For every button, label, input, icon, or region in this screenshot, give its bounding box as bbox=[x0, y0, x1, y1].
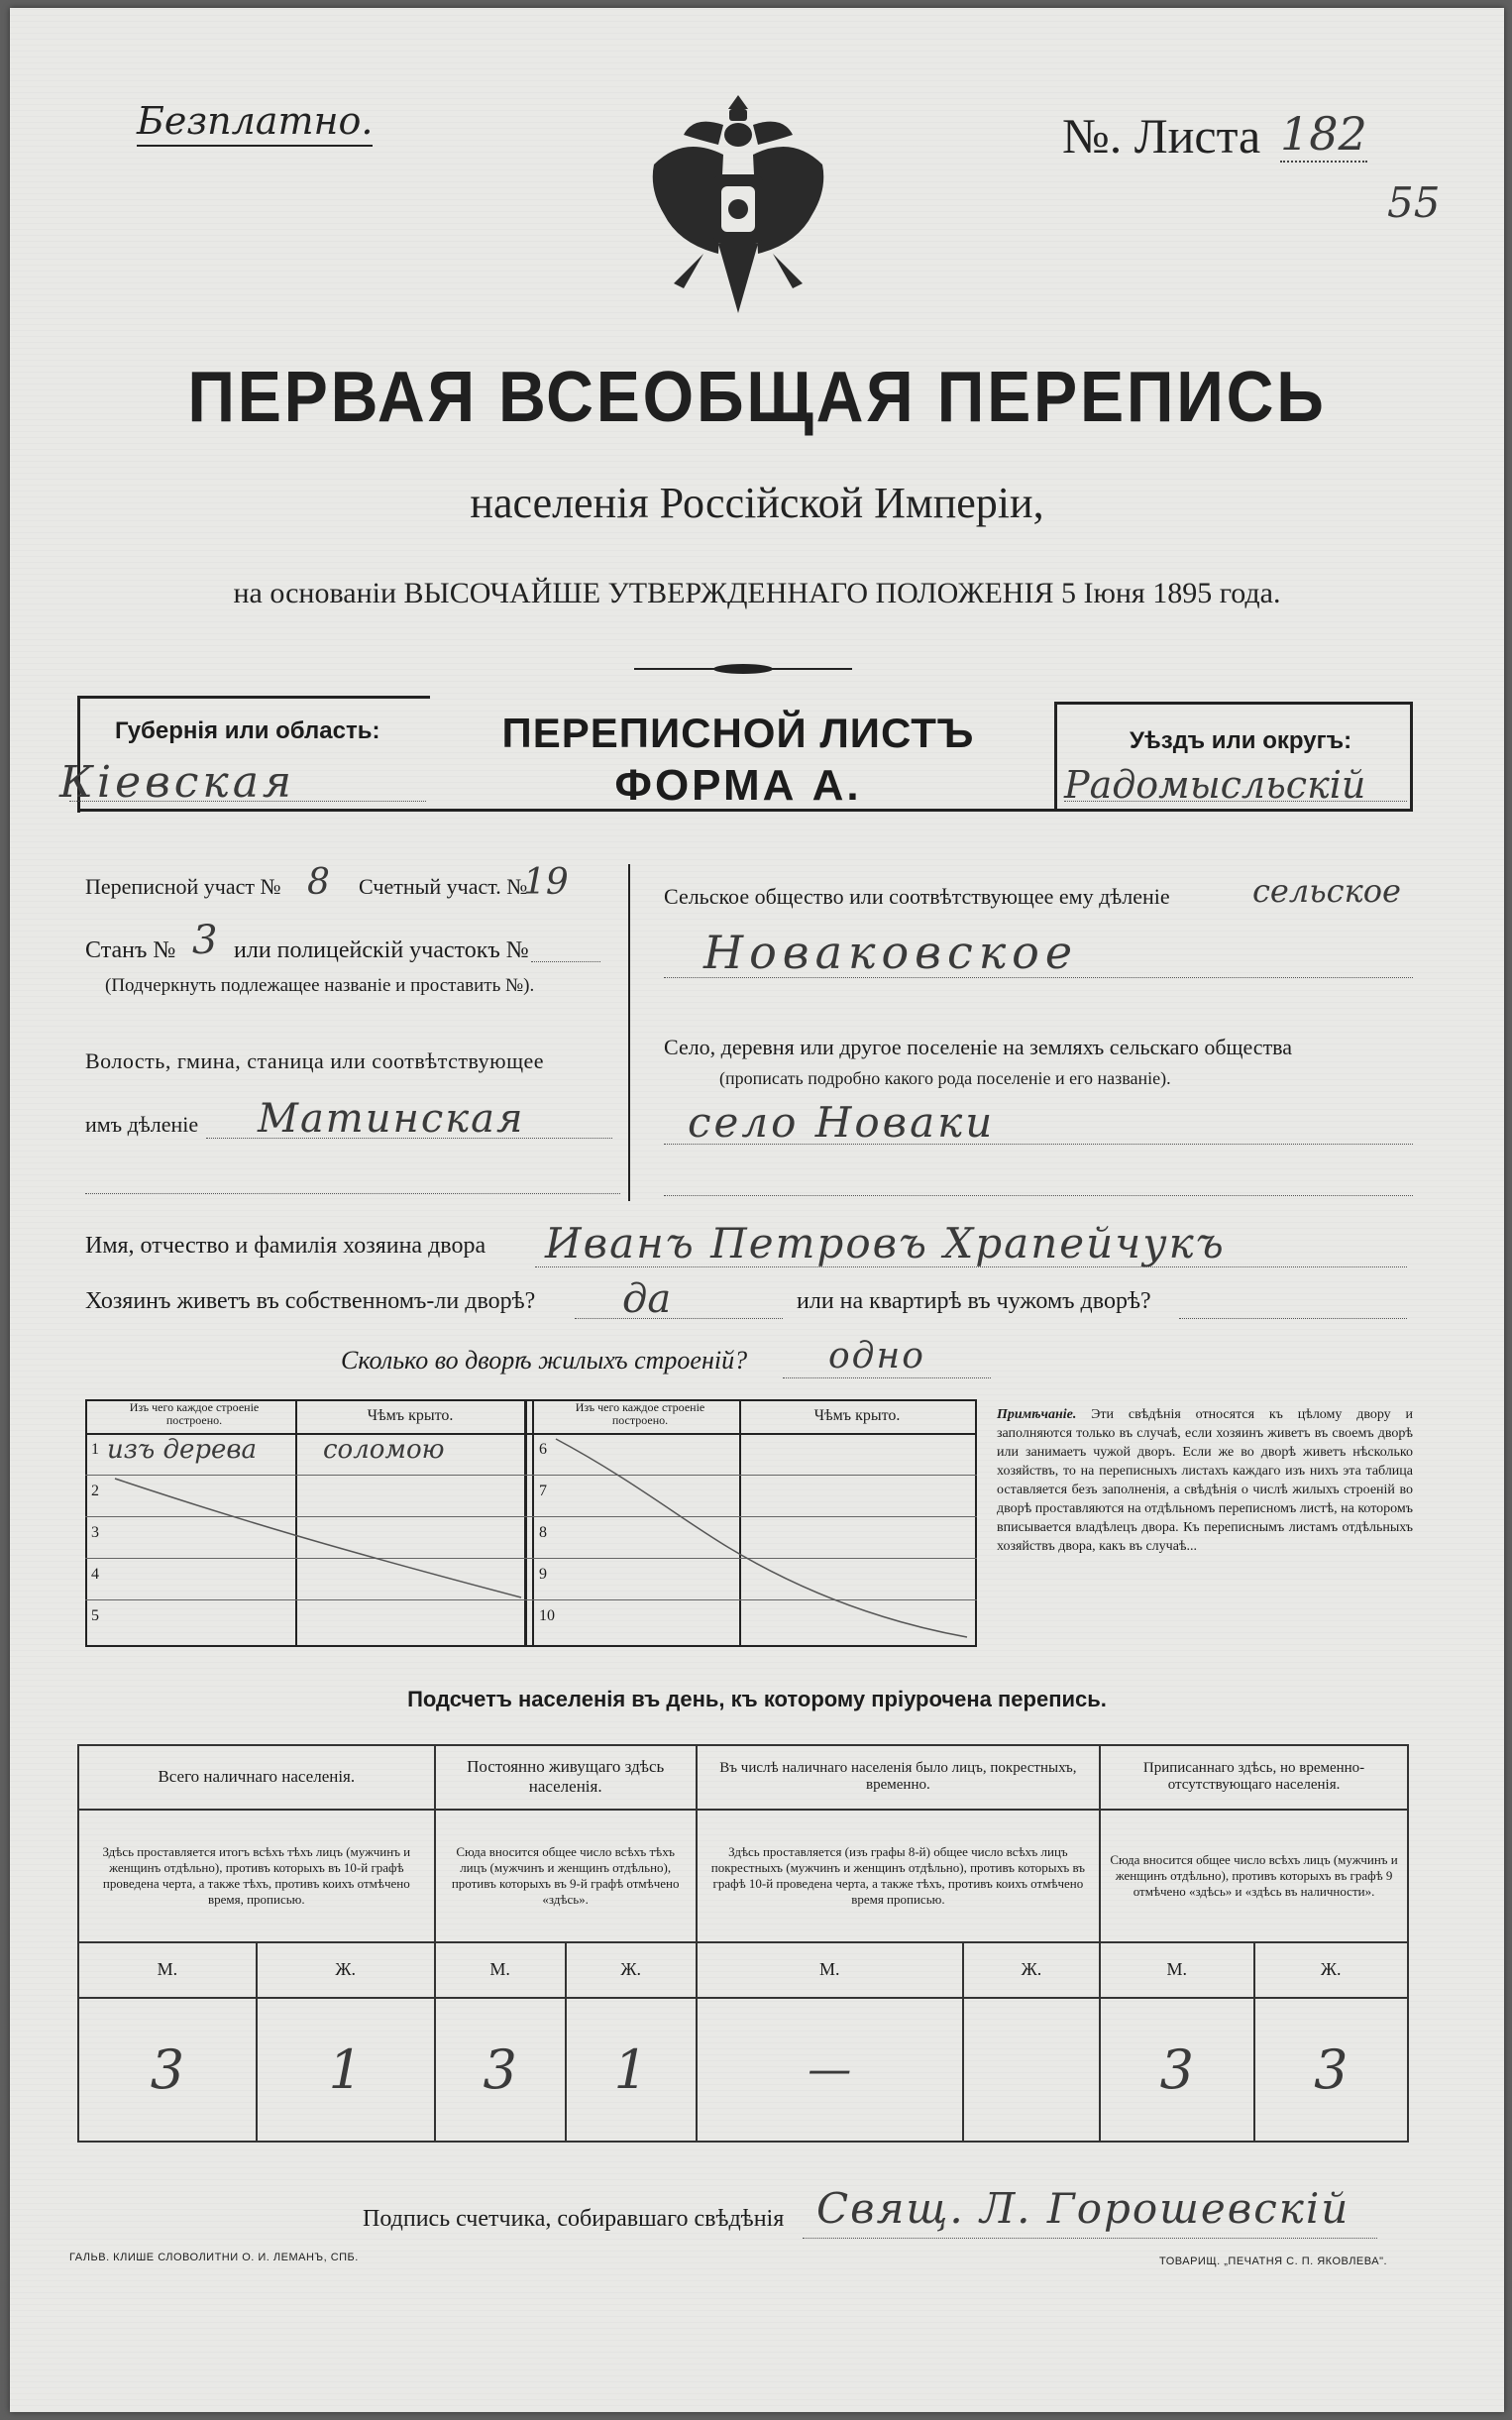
census-sheet bbox=[10, 8, 1504, 2412]
village-note: (прописать подробно какого рода поселеніе и его названіе). bbox=[719, 1068, 1171, 1088]
row-num-8: 8 bbox=[539, 1524, 547, 1541]
note-block bbox=[997, 1405, 1413, 1556]
pop-sub-m-2: М. bbox=[435, 1942, 566, 1998]
footer-left: ГАЛЬВ. КЛИШЕ СЛОВОЛИТНИ О. И. ЛЕМАНЪ, СПБ. bbox=[69, 2252, 359, 2263]
row-num-2: 2 bbox=[91, 1483, 99, 1499]
rent-label: или на квартирѣ въ чужомъ дворѣ? bbox=[797, 1288, 1151, 1314]
free-label: Безплатно. bbox=[137, 99, 373, 147]
province-label: Губернія или область: bbox=[115, 717, 380, 744]
row-num-5: 5 bbox=[91, 1607, 99, 1624]
pop-header-absent: Приписаннаго здѣсь, но временно-отсутствующаго населенія. bbox=[1100, 1745, 1408, 1810]
pop-value-absent-f: 3 bbox=[1254, 1998, 1409, 2142]
row1-roof-value: соломою bbox=[323, 1435, 445, 1465]
district-label: Уѣздъ или округъ: bbox=[1130, 727, 1352, 754]
census-area-value: 8 bbox=[307, 862, 330, 903]
row-num-3: 3 bbox=[91, 1524, 99, 1541]
pop-desc-transient: Здѣсь проставляется (изъ графы 8-й) общее число всѣхъ лицъ покрестныхъ (мужчинъ и женщинъ отдѣльно), противъ которыхъ въ графѣ 10-й проведена черта, а также тѣхъ, противъ коихъ отмѣчено время прописью. bbox=[697, 1810, 1100, 1942]
pop-sub-f-1: Ж. bbox=[257, 1942, 435, 1998]
row-num-1: 1 bbox=[91, 1441, 99, 1458]
pop-sub-m-4: М. bbox=[1100, 1942, 1253, 1998]
pop-value-transient-m: — bbox=[697, 1998, 963, 2142]
society-value-1: сельское bbox=[1252, 872, 1401, 910]
footer-right: ТОВАРИЩ. „ПЕЧАТНЯ С. П. ЯКОВЛЕВА". bbox=[1159, 2255, 1388, 2267]
pop-value-total-m: 3 bbox=[78, 1998, 257, 2142]
note-text: Эти свѣдѣнія относятся къ цѣлому двору и заполняются только въ случаѣ, если хозяинъ живетъ въ своемъ дворѣ или занимаетъ чужой дворъ. Если же во дворѣ живетъ нѣсколько хозяйствъ, то на переписныхъ листахъ каждаго изъ нихъ эта таблица оставляется безъ заполненія, а свѣдѣнія о числѣ жилыхъ строеній во дворѣ проставляются на отдѣльномъ переписномъ листѣ, на которомъ вписывается владѣлецъ двора. Къ переписнымъ листамъ отдѣльныхъ хозяйствъ двора, какъ въ случаѣ... bbox=[997, 1407, 1413, 1554]
col-roof-left: Чѣмъ крыто. bbox=[367, 1407, 454, 1424]
census-area-label: Переписной участ № bbox=[85, 874, 281, 899]
count-area-label: Счетный участ. № bbox=[359, 874, 528, 899]
volost-value: Матинская bbox=[258, 1096, 525, 1142]
form-name: ФОРМА А. bbox=[614, 761, 862, 810]
volost-label-1: Волость, гмина, станица или соотвѣтствующее bbox=[85, 1048, 545, 1073]
main-title: ПЕРВАЯ ВСЕОБЩАЯ ПЕРЕПИСЬ bbox=[187, 358, 1327, 437]
pop-sub-m-3: М. bbox=[697, 1942, 963, 1998]
row1-material-value: изъ дерева bbox=[107, 1435, 258, 1465]
row-num-10: 10 bbox=[539, 1607, 555, 1624]
stan-value: 3 bbox=[192, 918, 218, 963]
own-yard-label: Хозяинъ живетъ въ собственномъ-ли дворѣ? bbox=[85, 1288, 536, 1314]
pop-header-transient: Въ числѣ наличнаго населенія было лицъ, покрестныхъ, временно. bbox=[697, 1745, 1100, 1810]
volost-label-2: имъ дѣленіе bbox=[85, 1112, 199, 1137]
signature-value: Свящ. Л. Горошевскій bbox=[816, 2184, 1350, 2233]
ornament-divider bbox=[634, 662, 852, 676]
pop-value-absent-m: 3 bbox=[1100, 1998, 1253, 2142]
pop-value-permanent-m: 3 bbox=[435, 1998, 566, 2142]
col-material-right: Изъ чего каждое строеніе построено. bbox=[575, 1400, 705, 1427]
population-table bbox=[77, 1744, 1409, 2143]
sheet-number-label: №. Листа bbox=[1062, 108, 1261, 164]
imperial-eagle-emblem bbox=[644, 95, 832, 323]
count-area-value: 19 bbox=[523, 862, 569, 903]
pop-sub-f-3: Ж. bbox=[963, 1942, 1100, 1998]
district-value: Радомысльскій bbox=[1064, 763, 1366, 807]
stan-note: (Подчеркнуть подлежащее названіе и проставить №). bbox=[105, 975, 535, 996]
pop-value-permanent-f: 1 bbox=[566, 1998, 697, 2142]
signature-label: Подпись счетчика, собиравшаго свѣдѣнія bbox=[363, 2206, 785, 2232]
form-title: ПЕРЕПИСНОЙ ЛИСТЪ bbox=[501, 710, 975, 756]
province-value: Кіевская bbox=[59, 757, 296, 808]
pop-sub-f-2: Ж. bbox=[566, 1942, 697, 1998]
corner-number: 55 bbox=[1387, 178, 1441, 227]
pop-desc-total: Здѣсь проставляется итогъ всѣхъ тѣхъ лицъ (мужчинъ и женщинъ отдѣльно), противъ которыхъ въ 10-й графѣ проведена черта, а также тѣхъ, противъ коихъ отмѣчено время, прописью. bbox=[78, 1810, 435, 1942]
population-title: Подсчетъ населенія въ день, къ которому пріурочена перепись. bbox=[407, 1687, 1107, 1711]
society-value-2: Новаковское bbox=[703, 926, 1079, 979]
society-label: Сельское общество или соотвѣтствующее ему дѣленіе bbox=[664, 884, 1170, 909]
strike-through-lines bbox=[85, 1399, 977, 1647]
owner-name-label: Имя, отчество и фамилія хозяина двора bbox=[85, 1233, 486, 1259]
buildings-value: одно bbox=[828, 1336, 925, 1376]
pop-desc-permanent: Сюда вносится общее число всѣхъ тѣхъ лицъ (мужчинъ и женщинъ отдѣльно), противъ которыхъ въ 9-й графѣ отмѣчено «здѣсь». bbox=[435, 1810, 697, 1942]
row-num-7: 7 bbox=[539, 1483, 547, 1499]
basis-line: на основаніи ВЫСОЧАЙШЕ УТВЕРЖДЕННАГО ПОЛОЖЕНІЯ 5 Іюня 1895 года. bbox=[233, 577, 1281, 609]
col-roof-right: Чѣмъ крыто. bbox=[813, 1407, 901, 1424]
village-value: село Новаки bbox=[688, 1098, 996, 1147]
buildings-label: Сколько во дворѣ жилыхъ строеній? bbox=[341, 1346, 748, 1375]
own-yard-value: да bbox=[622, 1276, 672, 1322]
row-num-9: 9 bbox=[539, 1566, 547, 1583]
village-label: Село, деревня или другое поселеніе на земляхъ сельскаго общества bbox=[664, 1035, 1293, 1059]
pop-header-permanent: Постоянно живущаго здѣсь населенія. bbox=[435, 1745, 697, 1810]
buildings-table bbox=[85, 1399, 977, 1647]
pop-sub-m-1: М. bbox=[78, 1942, 257, 1998]
pop-value-total-f: 1 bbox=[257, 1998, 435, 2142]
pop-value-transient-f bbox=[963, 1998, 1100, 2142]
subtitle: населенія Россійской Имперіи, bbox=[470, 479, 1044, 527]
note-label: Примѣчаніе. bbox=[997, 1407, 1077, 1422]
col-material-left: Изъ чего каждое строеніе построено. bbox=[129, 1400, 260, 1427]
police-label: или полицейскій участокъ № bbox=[234, 937, 529, 963]
row-num-4: 4 bbox=[91, 1566, 99, 1583]
owner-name-value: Иванъ Петровъ Храпейчукъ bbox=[545, 1219, 1226, 1267]
pop-sub-f-4: Ж. bbox=[1254, 1942, 1409, 1998]
pop-header-total: Всего наличнаго населенія. bbox=[78, 1745, 435, 1810]
pop-desc-absent: Сюда вносится общее число всѣхъ лицъ (мужчинъ и женщинъ отдѣльно), противъ которыхъ въ графѣ 9 отмѣчено «здѣсь» и «здѣсь въ наличности». bbox=[1100, 1810, 1408, 1942]
row-num-6: 6 bbox=[539, 1441, 547, 1458]
stan-label: Станъ № bbox=[85, 937, 176, 963]
sheet-number-value: 182 bbox=[1280, 107, 1367, 161]
